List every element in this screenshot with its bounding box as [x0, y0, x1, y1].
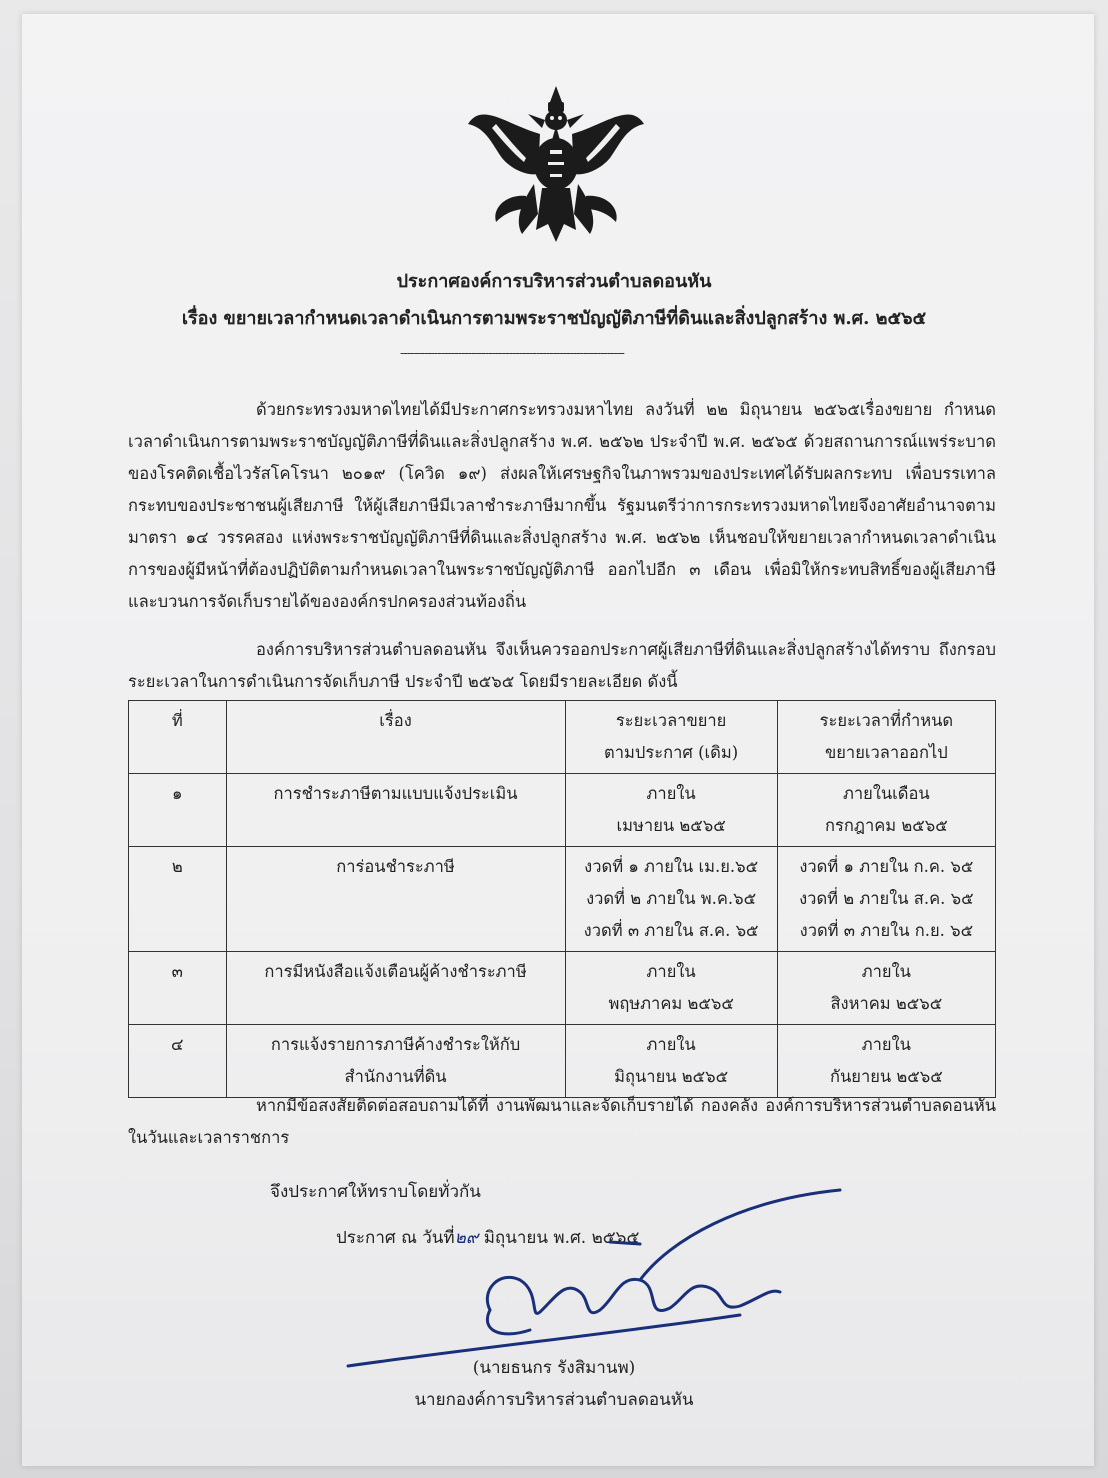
- row-subject: การมีหนังสือแจ้งเตือนผู้ค้างชำระภาษี: [226, 952, 565, 1025]
- row-original: [565, 1025, 777, 1098]
- row-extended-line: สิงหาคม ๒๕๖๕: [830, 994, 943, 1013]
- paragraph-background: ด้วยกระทรวงมหาดไทยได้มีประกาศกระทรวงมหาไทย ลงวันที่ ๒๒ มิถุนายน ๒๕๖๕เรื่องขยาย กำหนดเวลาดำเนินการตามพระราชบัญญัติภาษีที่ดินและสิ่งปลูกสร้าง พ.ศ. ๒๕๖๒ ประจำปี พ.ศ. ๒๕๖๕ ด้วยสถานการณ์แพร่ระบาดของโรคติดเชื้อไวรัสโคโรนา ๒๐๑๙ (โควิด ๑๙) ส่งผลให้เศรษฐกิจในภาพรวมของประเทศได้รับผลกระทบ เพื่อบรรเทาลกระทบของประชาชนผู้เสียภาษี ให้ผู้เสียภาษีมีเวลาชำระภาษีมากขึ้น รัฐมนตรีว่าการกระทรวงมหาดไทยจึงอาศัยอำนาจตามมาตรา ๑๔ วรรคสอง แห่งพระราชบัญญัติภาษีที่ดินและสิ่งปลูกสร้าง พ.ศ. ๒๕๖๒ เห็นชอบให้ขยายเวลากำหนดเวลาดำเนินการของผู้มีหน้าที่ต้องปฏิบัติตามกำหนดเวลาในพระราชบัญญัติภาษี ออกไปอีก ๓ เดือน เพื่อมิให้กระทบสิทธิ์ของผู้เสียภาษี และบวนการจัดเก็บรายได้ขององค์กรปกครองส่วนท้องถิ่น: [128, 400, 996, 611]
- signer-name: (นายธนกร รังสิมานพ): [472, 1358, 636, 1378]
- row-extended: [777, 847, 995, 952]
- table-header-row: [129, 701, 996, 774]
- row-original: [565, 847, 777, 952]
- signer-position: นายกองค์การบริหารส่วนตำบลดอนหัน: [414, 1390, 694, 1410]
- table-row: [129, 847, 996, 952]
- row-extended-line: ภายใน: [861, 962, 911, 981]
- row-original-line: เมษายน ๒๕๖๕: [616, 816, 726, 835]
- header-original-line2: ตามประกาศ (เดิม): [604, 743, 739, 762]
- date-rest: มิถุนายน พ.ศ. ๒๕๖๕: [478, 1228, 640, 1248]
- row-extended-line: งวดที่ ๑ ภายใน ก.ค. ๖๕: [799, 857, 974, 876]
- date-day: ๒๙: [454, 1228, 479, 1248]
- row-original-line: งวดที่ ๓ ภายใน ส.ค. ๖๕: [583, 921, 759, 940]
- date-prefix: ประกาศ ณ วันที่: [336, 1228, 455, 1248]
- row-original: [565, 774, 777, 847]
- row-original-line: ภายใน: [646, 962, 696, 981]
- header-original-line1: ระยะเวลาขยาย: [615, 711, 727, 730]
- row-subject-line: การแจ้งรายการภาษีค้างชำระให้กับ: [270, 1035, 521, 1054]
- row-extended-line: ภายในเดือน: [843, 784, 930, 803]
- handwritten-signature: [340, 1180, 860, 1380]
- row-extended-line: กรกฎาคม ๒๕๖๕: [825, 816, 948, 835]
- row-original-line: งวดที่ ๑ ภายใน เม.ย.๖๕: [584, 857, 759, 876]
- announcement-title: ประกาศองค์การบริหารส่วนตำบลดอนหัน: [396, 271, 712, 292]
- row-no: ๔: [129, 1025, 227, 1098]
- row-original: [565, 952, 777, 1025]
- row-subject-line: สำนักงานที่ดิน: [344, 1067, 447, 1086]
- header-extended-line1: ระยะเวลาที่กำหนด: [819, 711, 954, 730]
- row-original-line: ภายใน: [646, 784, 696, 803]
- row-extended-line: งวดที่ ๓ ภายใน ก.ย. ๖๕: [799, 921, 974, 940]
- row-extended: [777, 1025, 995, 1098]
- row-original-line: งวดที่ ๒ ภายใน พ.ค.๖๕: [586, 889, 757, 908]
- row-extended-line: กันยายน ๒๕๖๕: [830, 1067, 943, 1086]
- row-extended: [777, 774, 995, 847]
- row-no: ๒: [129, 847, 227, 952]
- table-row: [129, 952, 996, 1025]
- table-row: [129, 774, 996, 847]
- row-subject: [226, 1025, 565, 1098]
- row-subject: การ่อนชำระภาษี: [226, 847, 565, 952]
- garuda-emblem-icon: [466, 84, 646, 246]
- header-extended: [777, 701, 995, 774]
- paragraph-contact: หากมีข้อสงสัยติดต่อสอบถามได้ที่ งานพัฒนาและจัดเก็บรายได้ กองคลัง องค์การบริหารส่วนตำบลดอนหัน ในวันและเวลาราชการ: [128, 1096, 996, 1147]
- divider-line: ------------------------------------------------------------------: [400, 346, 624, 361]
- row-original-line: พฤษภาคม ๒๕๖๕: [608, 994, 734, 1013]
- header-no: ที่: [129, 701, 227, 774]
- closing-statement: จึงประกาศให้ทราบโดยทั่วกัน: [270, 1182, 481, 1202]
- row-original-line: มิถุนายน ๒๕๖๕: [614, 1067, 729, 1086]
- header-extended-line2: ขยายเวลาออกไป: [824, 743, 948, 762]
- row-extended-line: งวดที่ ๒ ภายใน ส.ค. ๖๕: [799, 889, 974, 908]
- schedule-table: [128, 700, 996, 1098]
- row-subject: การชำระภาษีตามแบบแจ้งประเมิน: [226, 774, 565, 847]
- row-original-line: ภายใน: [646, 1035, 696, 1054]
- paragraph-notice: องค์การบริหารส่วนตำบลดอนหัน จึงเห็นควรออกประกาศผู้เสียภาษีที่ดินและสิ่งปลูกสร้างได้ทราบ ถึงกรอบระยะเวลาในการดำเนินการจัดเก็บภาษี ประจำปี ๒๕๖๕ โดยมีรายละเอียด ดังนี้: [128, 640, 996, 691]
- announcement-subject: เรื่อง ขยายเวลากำหนดเวลาดำเนินการตามพระราชบัญญัติภาษีที่ดินและสิ่งปลูกสร้าง พ.ศ. ๒๕๖๕: [181, 308, 927, 329]
- row-extended-line: ภายใน: [861, 1035, 911, 1054]
- row-no: ๓: [129, 952, 227, 1025]
- row-extended: [777, 952, 995, 1025]
- header-subject: เรื่อง: [226, 701, 565, 774]
- table-row: [129, 1025, 996, 1098]
- row-no: ๑: [129, 774, 227, 847]
- header-original: [565, 701, 777, 774]
